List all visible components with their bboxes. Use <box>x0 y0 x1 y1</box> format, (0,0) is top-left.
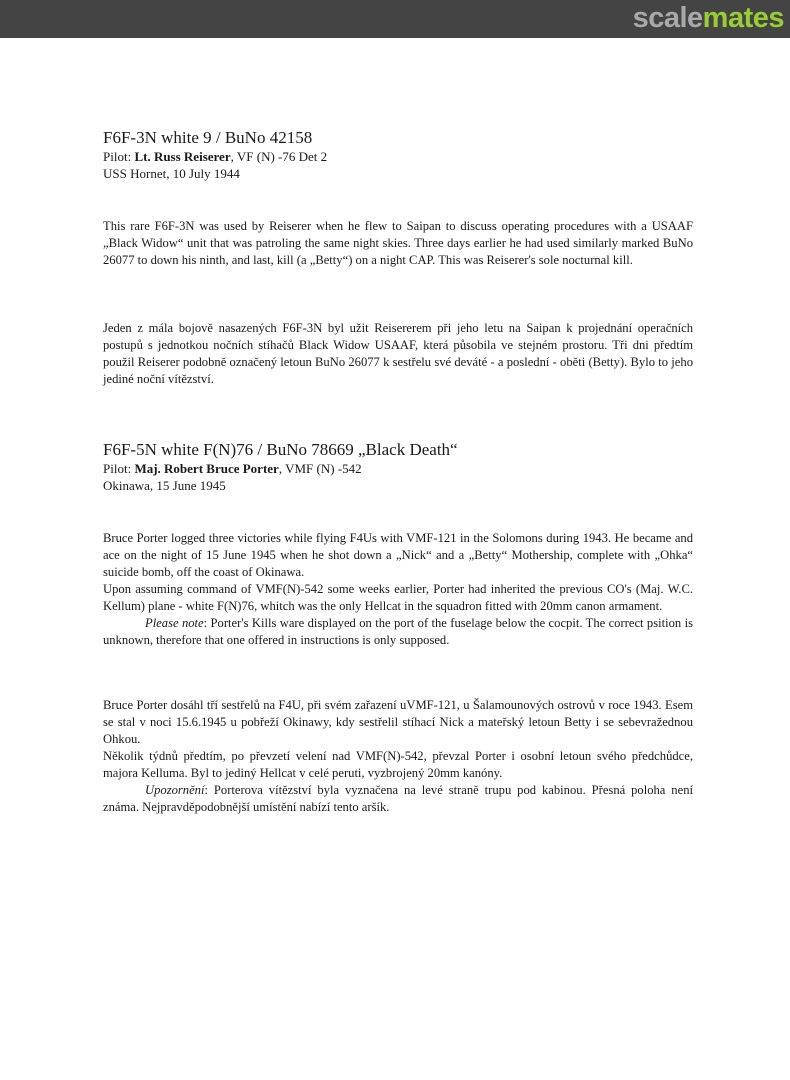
pilot-name: Maj. Robert Bruce Porter <box>134 461 279 476</box>
section2-location-date: Okinawa, 15 June 1945 <box>103 478 226 493</box>
logo-text-mates: mates <box>702 2 784 34</box>
pilot-label: Pilot: <box>103 149 132 164</box>
section1-header <box>103 128 693 182</box>
pilot-unit: , VMF (N) -542 <box>278 461 362 476</box>
section1-english-text <box>103 218 693 269</box>
czech-note-text: : Porterova vítězství byla vyznačena na levé straně trupu pod kabinou. Přesná poloha není známa. Nejpravděpodobnější umístění nabízí tento aršík. <box>103 783 693 814</box>
section2-czech-text <box>103 697 693 816</box>
section2-english-paragraph-2: Upon assuming command of VMF(N)-542 some weeks earlier, Porter had inherited the previous CO's (Maj. W.C. Kellum) plane - white F(N)76, whitch was the only Hellcat in the squadron fitted with 20mm canon armament. <box>103 582 693 613</box>
section1-czech-text <box>103 320 693 388</box>
section2-czech-paragraph-2: Několik týdnů předtím, po převzetí velení nad VMF(N)-542, převzal Porter i osobní letoun svého předchůdce, majora Kelluma. Byl to jediný Hellcat v celé peruti, vyzbrojený 20mm kanóny. <box>103 749 693 780</box>
logo-text-scale: scale <box>632 2 703 34</box>
section2-pilot <box>103 460 693 477</box>
section2-english-text <box>103 530 693 649</box>
section1-location-date: USS Hornet, 10 July 1944 <box>103 166 240 181</box>
section1-czech-paragraph: Jeden z mála bojově nasazených F6F-3N byl užit Reisererem při jeho letu na Saipan k projednání operačních postupů s jednotkou nočních stíhačů Black Widow USAAF, která působila ve stejném prostoru. Tři dni předtím použil Reiserer podobně označený letoun BuNo 26077 k sestřelu své deváté - a poslední - oběti (Betty). Bylo to jeho jediné noční vítězství. <box>103 321 693 386</box>
section2-english-note <box>103 615 693 649</box>
section1-title: F6F-3N white 9 / BuNo 42158 <box>103 128 313 147</box>
pilot-name: Lt. Russ Reiserer <box>134 149 231 164</box>
scalemates-logo[interactable] <box>633 1 784 35</box>
pilot-unit: , VF (N) -76 Det 2 <box>230 149 328 164</box>
section2-title: F6F-5N white F(N)76 / BuNo 78669 „Black Death“ <box>103 440 458 459</box>
section2-header <box>103 440 693 494</box>
section2-czech-note <box>103 782 693 816</box>
czech-note-label: Upozornění <box>145 783 205 797</box>
note-label: Please note <box>145 616 204 630</box>
section1-english-paragraph: This rare F6F-3N was used by Reiserer when he flew to Saipan to discuss operating procedures with a USAAF „Black Widow“ unit that was patroling the same night skies. Three days earlier he had used similarly marked BuNo 26077 to down his ninth, and last, kill (a „Betty“) on a night CAP. This was Reiserer's sole nocturnal kill. <box>103 219 693 267</box>
section2-czech-paragraph-1: Bruce Porter dosáhl tří sestřelů na F4U, při svém zařazení uVMF-121, u Šalamounových ostrovů v roce 1943. Esem se stal v noci 15.6.1945 u pobřeží Okinawy, kdy sestřelil stíhací Nick a mateřský letoun Betty i se sebevražednou Ohkou. <box>103 698 693 746</box>
section2-english-paragraph-1: Bruce Porter logged three victories while flying F4Us with VMF-121 in the Solomons during 1943. He became and ace on the night of 15 June 1945 when he shot down a „Nick“ and a „Betty“ Mothership, complete with „Ohka“ suicide bomb, off the coast of Okinawa. <box>103 531 693 579</box>
note-text: : Porter's Kills ware displayed on the port of the fuselage below the cocpit. The correct psition is unknown, therefore that one offered in instructions is only supposed. <box>103 616 693 647</box>
pilot-label: Pilot: <box>103 461 132 476</box>
site-header-bar <box>0 0 790 38</box>
section1-pilot <box>103 148 693 165</box>
